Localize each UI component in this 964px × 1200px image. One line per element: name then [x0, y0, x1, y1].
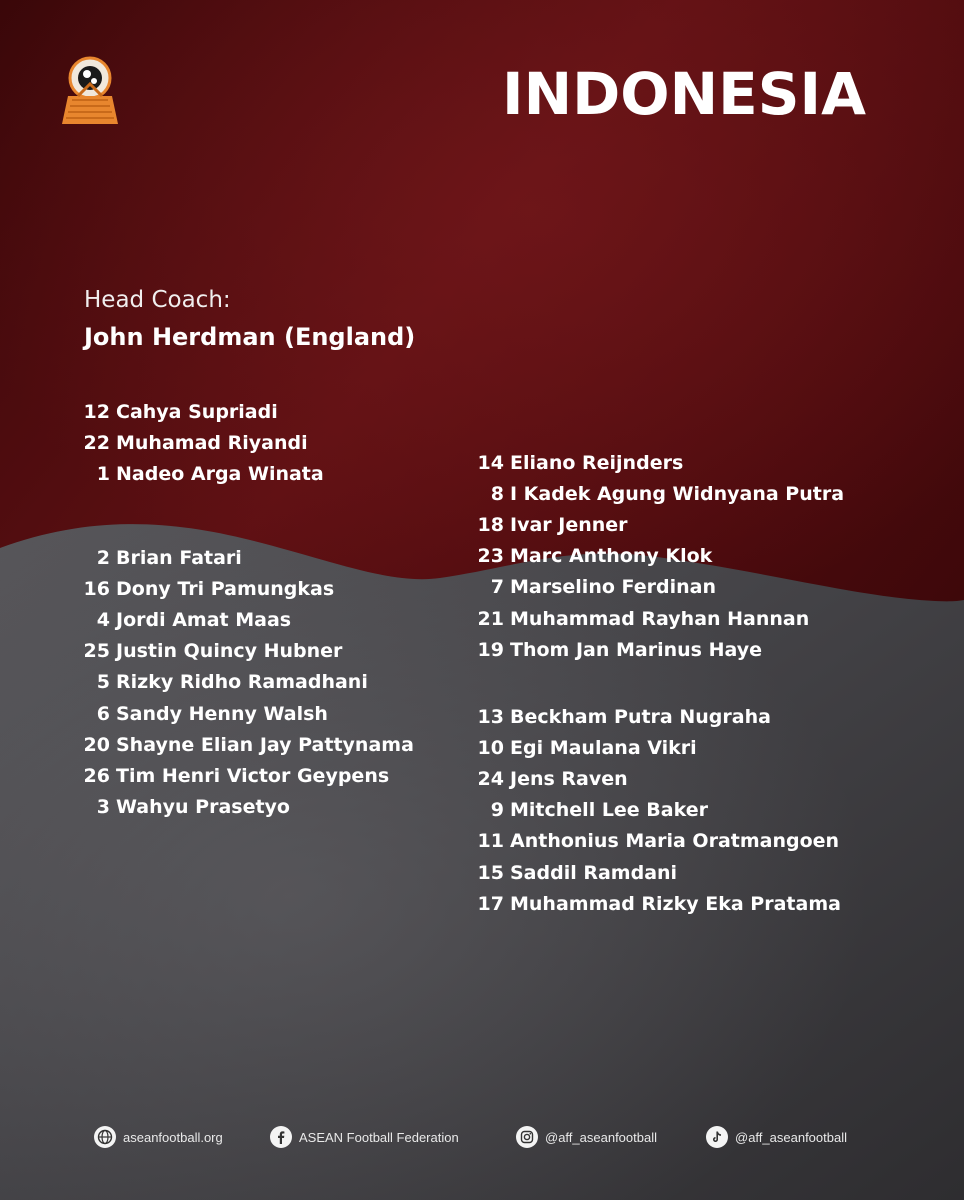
player-number: 5 — [96, 671, 110, 694]
player-row — [82, 542, 414, 573]
player-row — [82, 604, 414, 635]
defenders-list — [82, 542, 414, 823]
player-row — [476, 732, 841, 763]
player-name: Anthonius Maria Oratmangoen — [510, 830, 840, 853]
player-name: Rizky Ridho Ramadhani — [116, 671, 368, 694]
aff-logo — [56, 54, 124, 128]
website-link[interactable] — [94, 1124, 223, 1150]
player-name: Jordi Amat Maas — [116, 608, 292, 631]
player-row — [82, 698, 414, 729]
player-number: 2 — [96, 546, 110, 569]
player-number: 11 — [477, 830, 504, 853]
player-row — [476, 447, 844, 478]
player-number: 20 — [83, 733, 110, 756]
facebook-link[interactable] — [270, 1124, 459, 1150]
instagram-link[interactable] — [516, 1124, 657, 1150]
player-number: 8 — [490, 482, 504, 505]
player-row — [476, 795, 841, 826]
player-name: Marselino Ferdinan — [510, 576, 716, 599]
player-number: 21 — [477, 607, 504, 630]
player-number: 3 — [96, 796, 110, 819]
player-row — [476, 634, 844, 665]
player-row — [476, 857, 841, 888]
player-row — [82, 792, 414, 823]
facebook-icon — [270, 1126, 292, 1148]
facebook-text: ASEAN Football Federation — [299, 1129, 459, 1145]
player-name: Muhammad Rayhan Hannan — [510, 607, 810, 630]
player-row — [476, 888, 841, 919]
player-row — [476, 509, 844, 540]
player-name: Tim Henri Victor Geypens — [116, 764, 390, 787]
instagram-icon — [516, 1126, 538, 1148]
player-row — [476, 541, 844, 572]
player-name: Dony Tri Pamungkas — [116, 577, 335, 600]
player-row — [82, 573, 414, 604]
player-name: Thom Jan Marinus Haye — [510, 638, 762, 661]
player-number: 6 — [96, 702, 110, 725]
player-name: Ivar Jenner — [510, 513, 628, 536]
player-number: 26 — [83, 764, 110, 787]
player-name: Cahya Supriadi — [116, 400, 278, 423]
player-name: Muhammad Rizky Eka Pratama — [510, 892, 841, 915]
goalkeepers-list — [82, 396, 324, 490]
player-name: Saddil Ramdani — [510, 861, 678, 884]
player-row — [476, 701, 841, 732]
player-row — [82, 427, 324, 458]
instagram-text: @aff_aseanfootball — [545, 1129, 657, 1145]
player-name: Sandy Henny Walsh — [116, 702, 328, 725]
social-footer — [94, 1124, 894, 1150]
player-row — [82, 396, 324, 427]
player-number: 18 — [477, 513, 504, 536]
player-number: 13 — [477, 705, 504, 728]
player-row — [82, 636, 414, 667]
website-text: aseanfootball.org — [123, 1129, 223, 1145]
player-name: Nadeo Arga Winata — [116, 462, 324, 485]
player-row — [476, 572, 844, 603]
player-name: I Kadek Agung Widnyana Putra — [510, 482, 845, 505]
player-number: 1 — [96, 462, 110, 485]
player-name: Justin Quincy Hubner — [116, 640, 343, 663]
country-title: INDONESIA — [502, 60, 866, 128]
player-number: 15 — [477, 861, 504, 884]
player-number: 4 — [96, 608, 110, 631]
player-number: 25 — [83, 640, 110, 663]
player-number: 24 — [477, 767, 504, 790]
player-row — [476, 763, 841, 794]
player-number: 23 — [477, 545, 504, 568]
player-row — [476, 478, 844, 509]
player-number: 17 — [477, 892, 504, 915]
player-name: Brian Fatari — [116, 546, 242, 569]
player-number: 9 — [490, 799, 504, 822]
player-number: 16 — [83, 577, 110, 600]
player-name: Wahyu Prasetyo — [116, 796, 290, 819]
tiktok-icon — [706, 1126, 728, 1148]
player-name: Egi Maulana Vikri — [510, 736, 697, 759]
head-coach-label: Head Coach: — [84, 287, 231, 313]
globe-icon — [94, 1126, 116, 1148]
tiktok-text: @aff_aseanfootball — [735, 1129, 847, 1145]
player-number: 22 — [83, 431, 110, 454]
player-number: 12 — [83, 400, 110, 423]
player-number: 14 — [477, 451, 504, 474]
player-row — [82, 760, 414, 791]
forwards-list — [476, 701, 841, 919]
player-row — [82, 458, 324, 489]
player-name: Muhamad Riyandi — [116, 431, 308, 454]
midfielders-list — [476, 447, 844, 665]
head-coach-name: John Herdman (England) — [84, 323, 416, 351]
player-number: 10 — [477, 736, 504, 759]
player-name: Beckham Putra Nugraha — [510, 705, 771, 728]
player-row — [476, 826, 841, 857]
tiktok-link[interactable] — [706, 1124, 847, 1150]
player-row — [82, 729, 414, 760]
player-row — [476, 603, 844, 634]
player-row — [82, 667, 414, 698]
player-name: Shayne Elian Jay Pattynama — [116, 733, 414, 756]
player-name: Eliano Reijnders — [510, 451, 684, 474]
player-name: Marc Anthony Klok — [510, 545, 713, 568]
player-number: 19 — [477, 638, 504, 661]
player-number: 7 — [490, 576, 504, 599]
player-name: Mitchell Lee Baker — [510, 799, 708, 822]
player-name: Jens Raven — [510, 767, 628, 790]
